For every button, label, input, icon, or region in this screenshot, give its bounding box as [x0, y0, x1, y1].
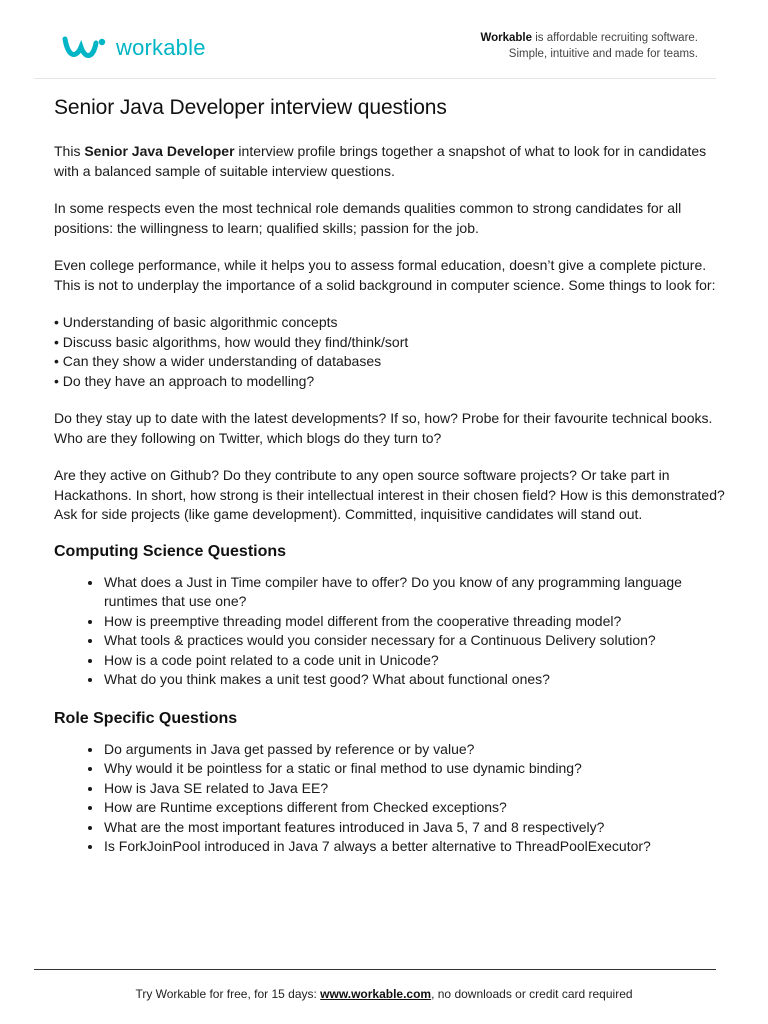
- tagline-line-2: Simple, intuitive and made for teams.: [508, 48, 698, 60]
- paragraph: Even college performance, while it helps you to assess formal education, doesn’t give a complete picture. This is not to underplay the importance of a solid background in computer science. Some things to look for:: [54, 257, 716, 293]
- paragraph: Do they stay up to date with the latest developments? If so, how? Probe for their favourite technical books. Who are they following on Twitter, which blogs do they turn to?: [54, 410, 713, 446]
- intro-prefix: This: [54, 143, 85, 159]
- tagline-brand: Workable: [480, 32, 533, 44]
- question-item: • What are the most important features introduced in Java 5, 7 and 8 respectively?: [103, 818, 734, 838]
- question-item: • How is Java SE related to Java EE?: [103, 779, 734, 799]
- header-tagline: [480, 30, 698, 62]
- logo-text: workable: [116, 35, 206, 60]
- look-for-list: [54, 313, 734, 391]
- intro-suffix: interview profile brings together a snapshot of what to look for in candidates with a balanced sample of suitable interview questions.: [54, 143, 707, 179]
- list-item: • Discuss basic algorithms, how would they find/think/sort: [54, 333, 409, 350]
- question-item: • How is a code point related to a code unit in Unicode?: [103, 651, 734, 671]
- paragraph: In some respects even the most technical role demands qualities common to strong candidates for all positions: the willingness to learn; qualified skills; passion for the job.: [54, 200, 682, 236]
- footer: [0, 987, 768, 1001]
- question-item: • Is ForkJoinPool introduced in Java 7 always a better alternative to ThreadPoolExecutor?: [103, 837, 734, 857]
- question-item: • What tools & practices would you consider necessary for a Continuous Delivery solution?: [103, 631, 734, 651]
- footer-suffix: , no downloads or credit card required: [431, 987, 633, 1001]
- paragraph: Are they active on Github? Do they contribute to any open source software projects? Or take part in Hackathons. In short, how strong is their intellectual interest in their chosen field? How is this demonstrated? Ask for side projects (like game development). Committed, inquisitive candidates will stand out.: [54, 467, 725, 522]
- tagline-text: is affordable recruiting software.: [532, 32, 698, 44]
- intro-paragraph: [54, 142, 734, 181]
- list-item: • Do they have an approach to modelling?: [54, 372, 315, 389]
- section-heading-computing-science: Computing Science Questions: [54, 542, 287, 560]
- section-heading-role-specific: Role Specific Questions: [54, 709, 238, 727]
- question-item: • What does a Just in Time compiler have to offer? Do you know of any programming language runtimes that use one?: [103, 573, 734, 612]
- question-item: • Why would it be pointless for a static or final method to use dynamic binding?: [103, 759, 734, 779]
- intro-role: Senior Java Developer: [84, 143, 235, 159]
- role-specific-questions: [54, 740, 734, 857]
- question-item: • How is preemptive threading model different from the cooperative threading model?: [103, 612, 734, 632]
- question-item: • Do arguments in Java get passed by reference or by value?: [103, 740, 734, 760]
- header-divider: [34, 78, 716, 79]
- tagline-line-1: [480, 30, 698, 46]
- workable-logo-icon: [62, 35, 108, 61]
- list-item: • Can they show a wider understanding of databases: [54, 353, 382, 369]
- document-body: [54, 96, 734, 877]
- page-title: Senior Java Developer interview questions: [54, 96, 447, 119]
- question-item: • How are Runtime exceptions different from Checked exceptions?: [103, 798, 734, 818]
- question-item: • What do you think makes a unit test good? What about functional ones?: [103, 670, 734, 690]
- workable-logo: [62, 33, 206, 63]
- footer-link[interactable]: www.workable.com: [320, 987, 432, 1001]
- list-item: • Understanding of basic algorithmic concepts: [54, 314, 338, 330]
- computing-science-questions: [54, 573, 734, 690]
- footer-divider: [34, 969, 716, 970]
- footer-prefix: Try Workable for free, for 15 days:: [135, 987, 321, 1001]
